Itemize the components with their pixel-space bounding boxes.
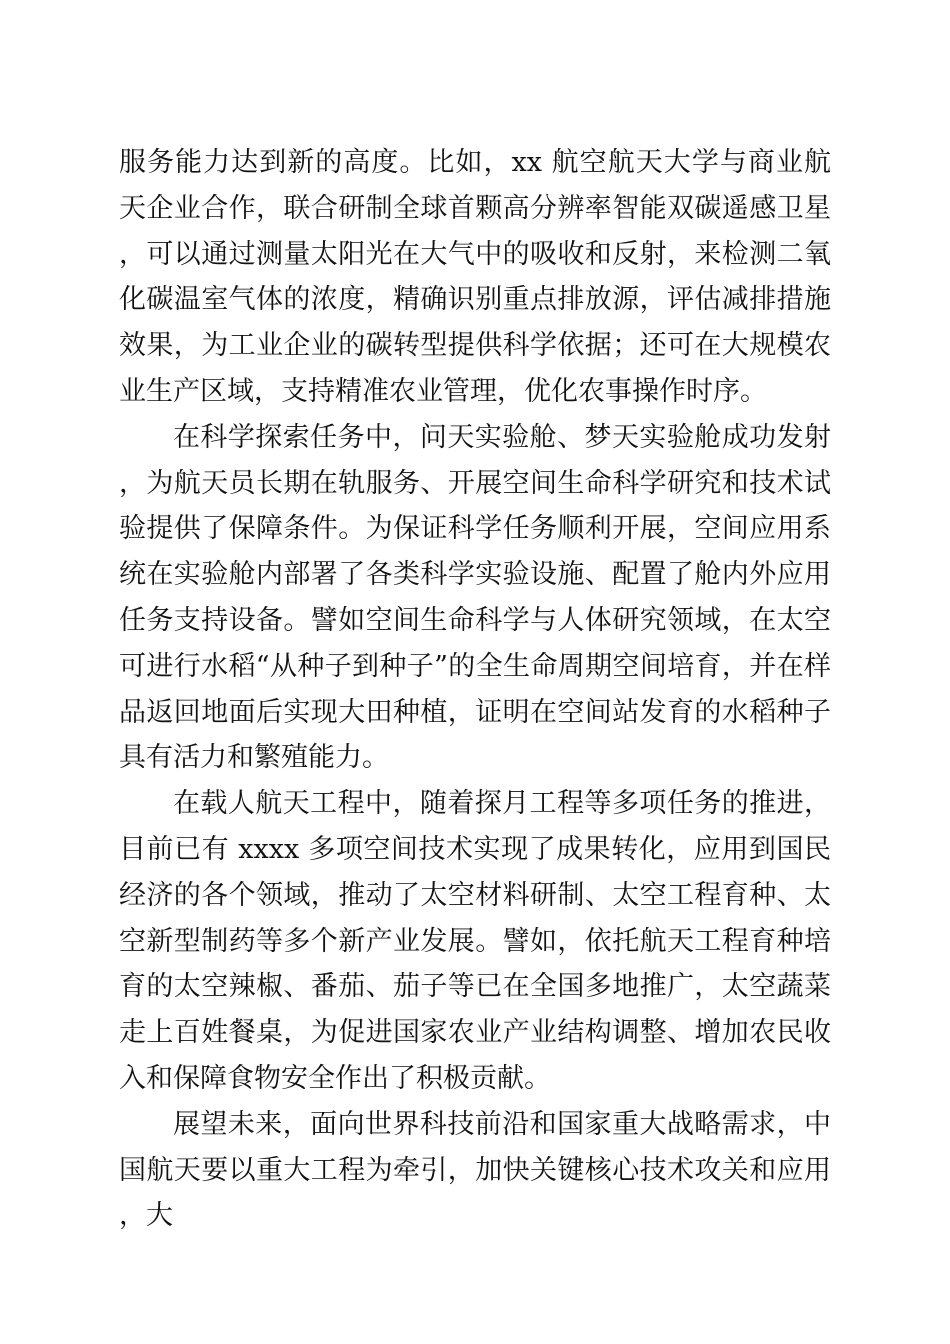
paragraph-manned-spaceflight: 在载人航天工程中，随着探月工程等多项任务的推进，目前已有 xxxx 多项空间技术实现了成果转化，应用到国民经济的各个领域，推动了太空材料研制、太空工程育种、太空新型制药等多个新产业发展。譬如，依托航天工程育种培育的太空辣椒、番茄、茄子等已在全国多地推广，太空蔬菜走上百姓餐桌，为促进国家农业产业结构调整、增加农民收入和保障食物安全作出了积极贡献。 <box>119 788 831 1094</box>
paragraph-continuation: 服务能力达到新的高度。比如，xx 航空航天大学与商业航天企业合作，联合研制全球首颗高分辨率智能双碳遥感卫星，可以通过测量太阳光在大气中的吸收和反射，来检测二氧化碳温室气体的浓度，精确识别重点排放源，评估减排措施效果，为工业企业的碳转型提供科学依据；还可在大规模农业生产区域，支持精准农业管理，优化农事操作时序。 <box>119 147 831 407</box>
document-body <box>119 140 831 1239</box>
paragraph-outlook: 展望未来，面向世界科技前沿和国家重大战略需求，中国航天要以重大工程为牵引，加快关键核心技术攻关和应用，大 <box>119 1108 831 1232</box>
paragraph-science-exploration: 在科学探索任务中，问天实验舱、梦天实验舱成功发射，为航天员长期在轨服务、开展空间生命科学研究和技术试验提供了保障条件。为保证科学任务顺利开展，空间应用系统在实验舱内部署了各类科学实验设施、配置了舱内外应用任务支持设备。譬如空间生命科学与人体研究领域，在太空可进行水稻“从种子到种子”的全生命周期空间培育，并在样品返回地面后实现大田种植，证明在空间站发育的水稻种子具有活力和繁殖能力。 <box>119 421 831 774</box>
